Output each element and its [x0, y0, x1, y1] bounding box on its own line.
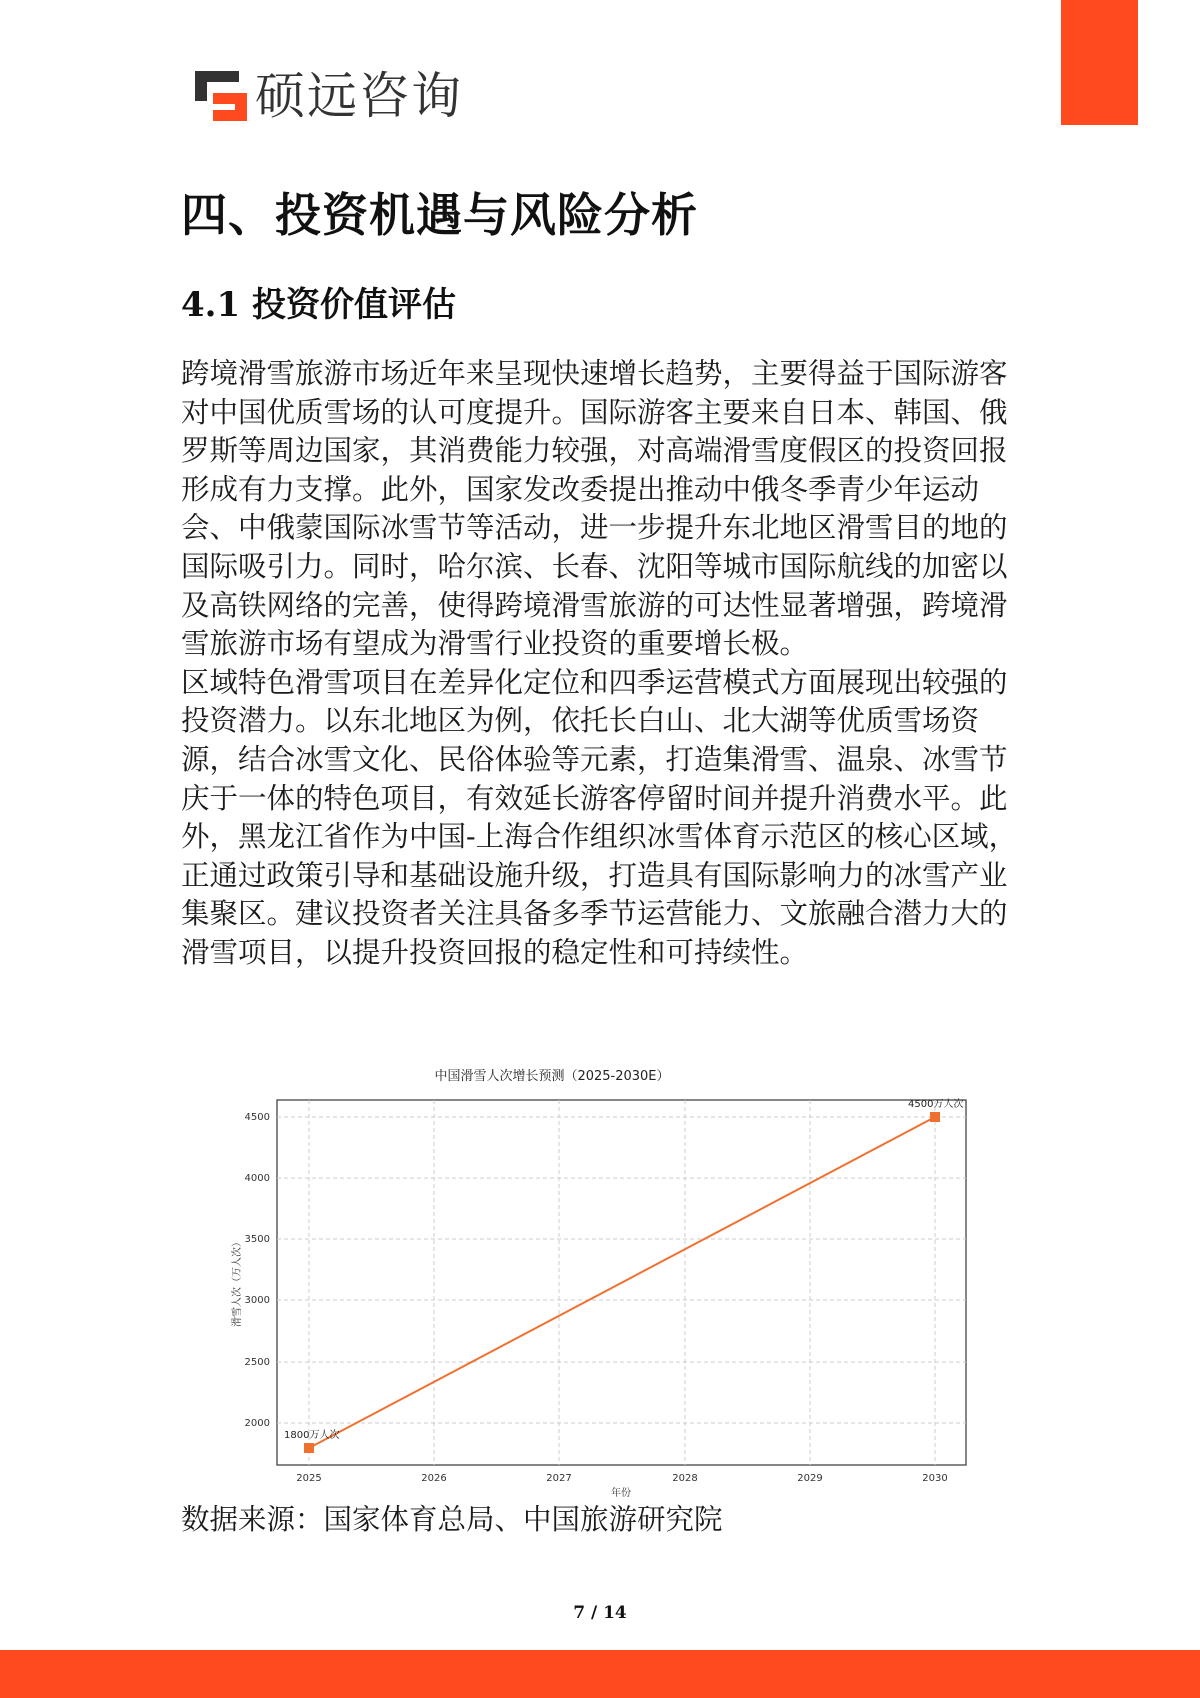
svg-text:2026: 2026	[421, 1473, 447, 1484]
logo-text: 硕远咨询	[255, 67, 463, 125]
paragraph: 区域特色滑雪项目在差异化定位和四季运营模式方面展现出较强的投资潜力。以东北地区为例，依托长白山、北大湖等优质雪场资源，结合冰雪文化、民俗体验等元素，打造集滑雪、温泉、冰雪节庆于一体的特色项目，有效延长游客停留时间并提升消费水平。此外，黑龙江省作为中国-上海合作组织冰雪体育示范区的核心区域，正通过政策引导和基础设施升级，打造具有国际影响力的冰雪产业集聚区。建议投资者关注具备多季节运营能力、文旅融合潜力大的滑雪项目，以提升投资回报的稳定性和可持续性。	[181, 665, 1018, 969]
svg-text:3500: 3500	[244, 1234, 270, 1245]
logo-mark-icon	[195, 71, 247, 121]
y-axis-label: 滑雪人次（万人次）	[232, 1237, 243, 1327]
x-axis	[296, 1473, 947, 1484]
svg-text:2025: 2025	[296, 1473, 322, 1484]
svg-text:2028: 2028	[672, 1473, 698, 1484]
svg-text:2029: 2029	[797, 1473, 823, 1484]
subsection-title: 4.1 投资价值评估	[181, 285, 456, 325]
svg-text:4000: 4000	[244, 1173, 270, 1184]
body-text	[181, 355, 1021, 973]
svg-text:2500: 2500	[244, 1357, 270, 1368]
svg-text:2027: 2027	[546, 1473, 572, 1484]
svg-text:4500: 4500	[244, 1112, 270, 1123]
brand-logo	[195, 68, 463, 124]
chart-title: 中国滑雪人次增长预测（2025-2030E）	[434, 1069, 670, 1084]
annotation-2030: 4500万人次	[908, 1099, 964, 1110]
line-chart	[180, 1060, 1000, 1500]
source-note: 数据来源：国家体育总局、中国旅游研究院	[181, 1503, 723, 1536]
svg-text:2030: 2030	[922, 1473, 948, 1484]
data-point-2025	[304, 1443, 314, 1453]
section-title: 四、投资机遇与风险分析	[181, 188, 698, 242]
svg-text:2000: 2000	[244, 1418, 270, 1429]
footer-accent-bar	[0, 1650, 1200, 1698]
corner-accent-block	[1061, 0, 1138, 125]
paragraph: 跨境滑雪旅游市场近年来呈现快速增长趋势，主要得益于国际游客对中国优质雪场的认可度提升。国际游客主要来自日本、韩国、俄罗斯等周边国家，其消费能力较强，对高端滑雪度假区的投资回报形成有力支撑。此外，国家发改委提出推动中俄冬季青少年运动会、中俄蒙国际冰雪节等活动，进一步提升东北地区滑雪目的地的国际吸引力。同时，哈尔滨、长春、沈阳等城市国际航线的加密以及高铁网络的完善，使得跨境滑雪旅游的可达性显著增强，跨境滑雪旅游市场有望成为滑雪行业投资的重要增长极。	[181, 357, 1008, 661]
svg-text:3000: 3000	[244, 1295, 270, 1306]
y-axis	[245, 1112, 270, 1429]
annotation-2025: 1800万人次	[284, 1430, 340, 1441]
data-point-2030	[930, 1112, 940, 1122]
page-number: 7 / 14	[573, 1603, 627, 1623]
x-axis-label: 年份	[611, 1488, 631, 1499]
